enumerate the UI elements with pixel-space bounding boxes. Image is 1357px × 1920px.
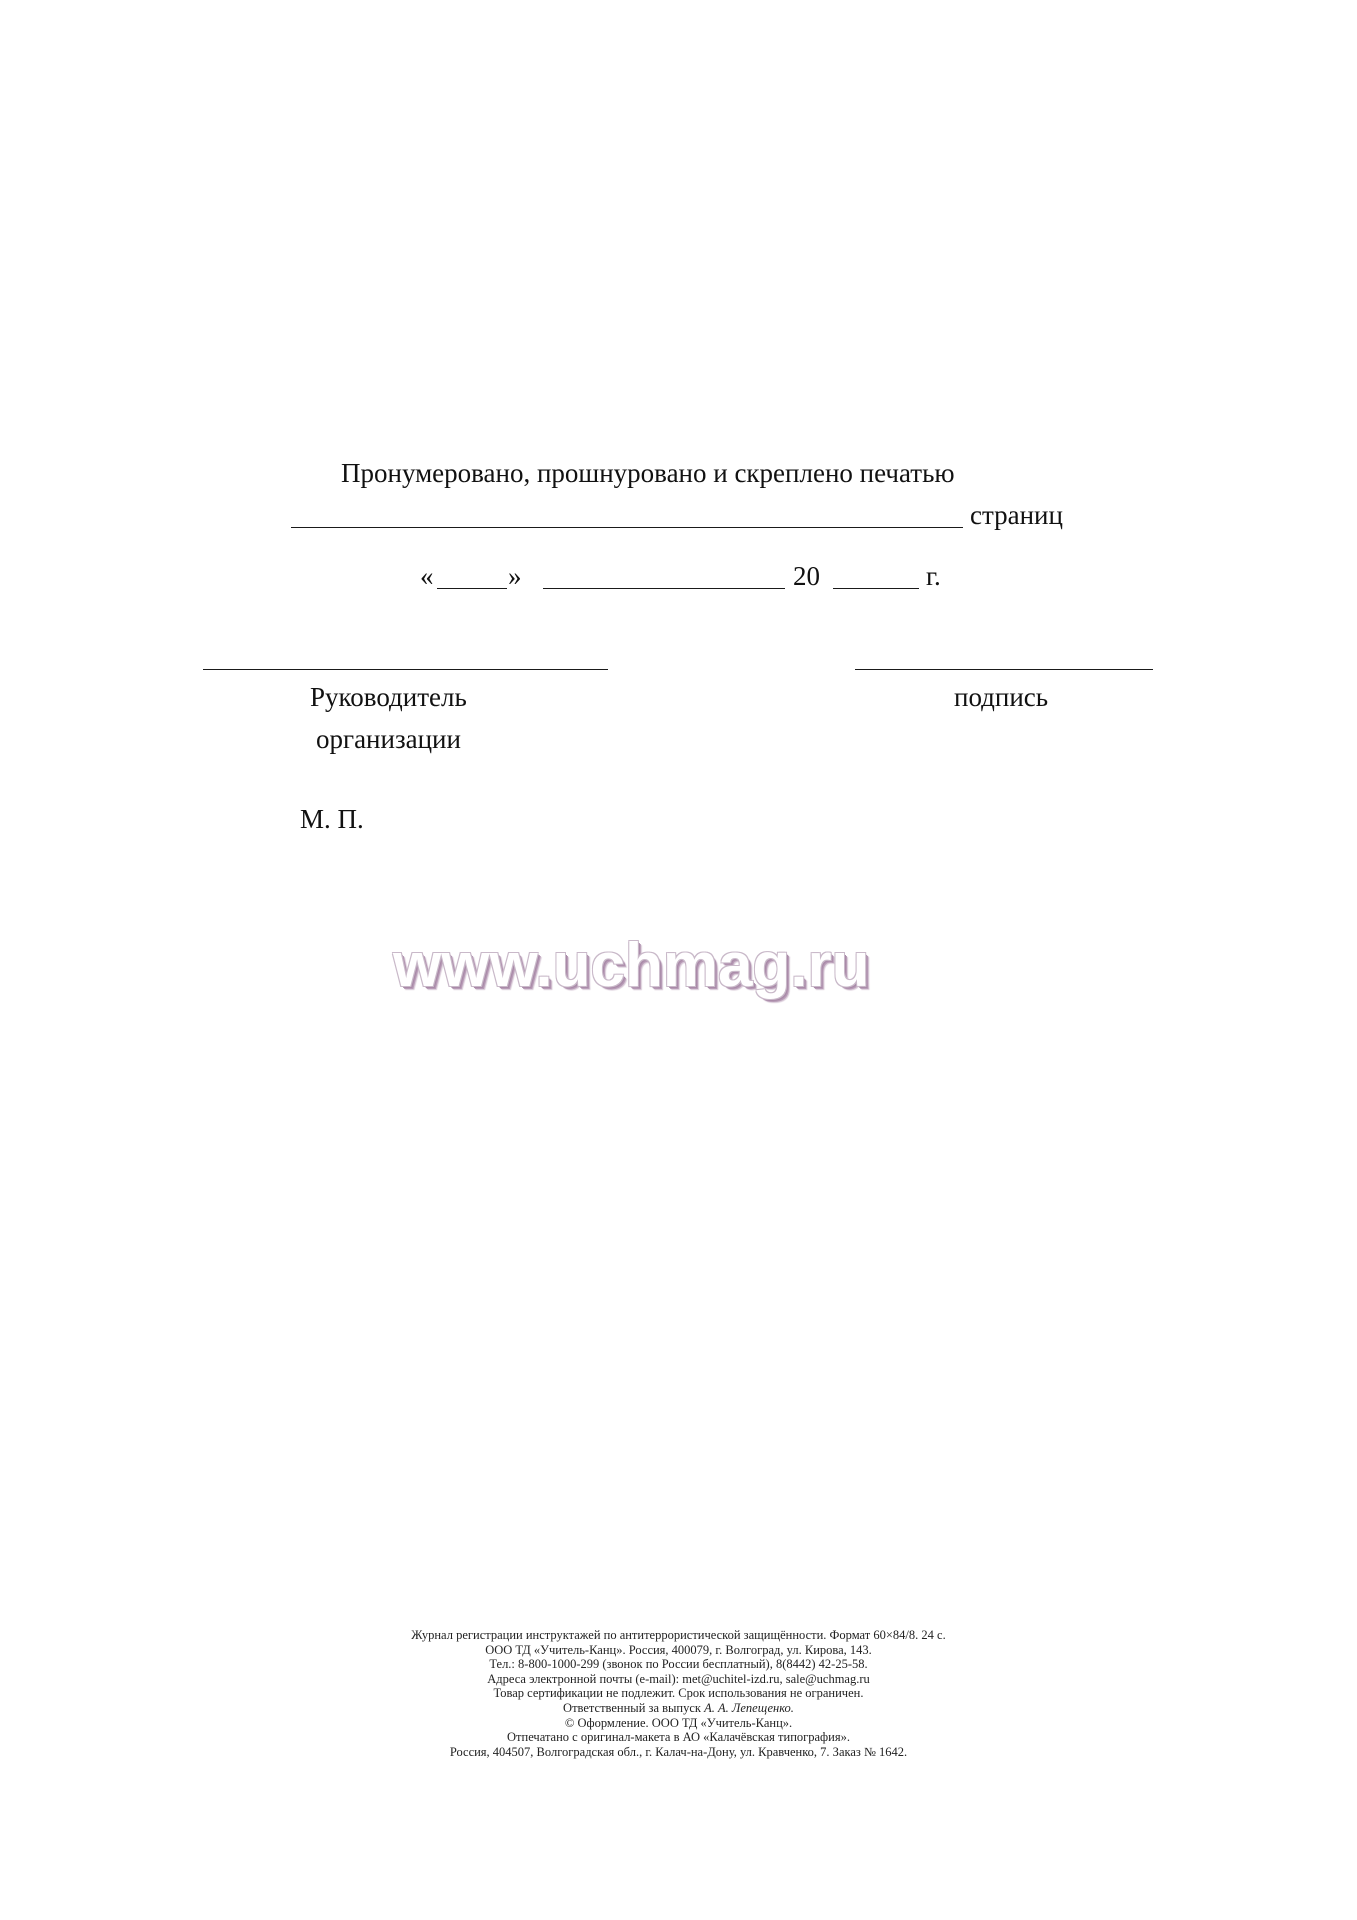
imprint-line: Тел.: 8-800-1000-299 (звонок по России бесплатный), 8(8442) 42-25-58. <box>489 1657 868 1672</box>
signature-blank[interactable] <box>855 669 1153 670</box>
day-blank[interactable] <box>437 588 507 589</box>
stamp-place-label: М. П. <box>300 804 364 834</box>
year-prefix: 20 <box>793 561 820 591</box>
month-blank[interactable] <box>543 588 785 589</box>
imprint-responsible-prefix: Ответственный за выпуск <box>563 1700 701 1715</box>
head-label-line2: организации <box>316 724 461 754</box>
year-blank[interactable] <box>833 588 919 589</box>
pages-count-blank[interactable] <box>291 527 963 528</box>
imprint-responsible-name: А. А. Лепещенко. <box>704 1700 794 1715</box>
head-label-line1: Руководитель <box>310 682 467 712</box>
head-name-blank[interactable] <box>203 669 608 670</box>
imprint-line: © Оформление. ООО ТД «Учитель-Канц». <box>564 1715 793 1730</box>
date-open-quote: « <box>420 561 434 591</box>
signature-label: подпись <box>954 682 1049 712</box>
year-suffix: г. <box>926 561 941 591</box>
imprint-line: Товар сертификации не подлежит. Срок использования не ограничен. <box>493 1686 864 1701</box>
imprint-line: Адреса электронной почты (e-mail): met@uchitel-izd.ru, sale@uchmag.ru <box>487 1671 870 1686</box>
date-close-quote: » <box>508 561 522 591</box>
imprint-block <box>0 1628 1357 1759</box>
imprint-line: ООО ТД «Учитель-Канц». Россия, 400079, г. Волгоград, ул. Кирова, 143. <box>485 1642 872 1657</box>
imprint-line: Россия, 404507, Волгоградская обл., г. Калач-на-Дону, ул. Кравченко, 7. Заказ № 1642. <box>449 1744 908 1759</box>
certification-heading: Пронумеровано, прошнуровано и скреплено печатью <box>341 458 955 488</box>
imprint-line <box>0 1701 1357 1716</box>
imprint-line: Журнал регистрации инструктажей по антитеррористической защищённости. Формат 60×84/8. 24 с. <box>411 1628 946 1642</box>
imprint-line: Отпечатано с оригинал-макета в АО «Калачёвская типография». <box>507 1730 850 1745</box>
pages-word: страниц <box>970 500 1063 530</box>
uchmag-watermark: www.uchmag.ru <box>393 931 870 1000</box>
